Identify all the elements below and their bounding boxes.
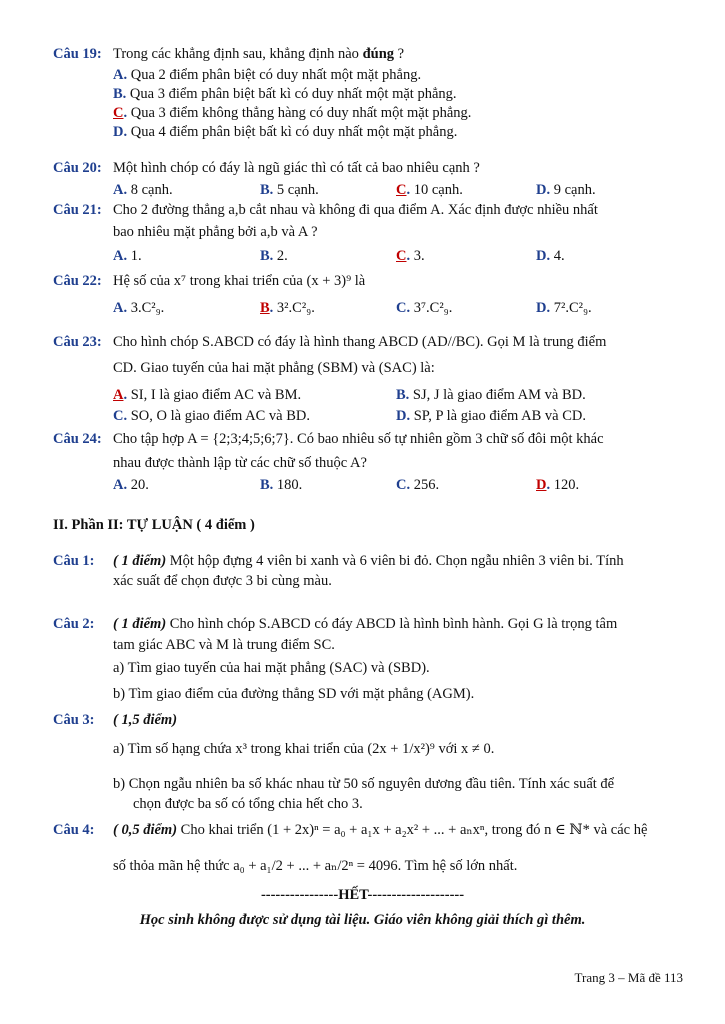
essay2-part-a: a) Tìm giao tuyến của hai mặt phẳng (SAC) và (SBD). — [113, 660, 430, 676]
part2-heading: II. Phần II: TỰ LUẬN ( 4 điểm ) — [53, 517, 255, 533]
q22-option-a: A. 3.C²₉. — [113, 300, 165, 316]
q24-option-d: D. 120. — [536, 477, 580, 493]
essay2-stem: Câu 2: ( 1 điểm) Cho hình chóp S.ABCD có đáy ABCD là hình bình hành. Gọi G là trọng tâm — [53, 616, 618, 632]
essay3-stem: Câu 3: ( 1,5 điểm) — [53, 712, 178, 728]
q23-stem-cont: CD. Giao tuyến của hai mặt phẳng (SBM) và (SAC) là: — [113, 360, 435, 376]
q22-option-d: D. 7².C²₉. — [536, 300, 592, 316]
exam-note: Học sinh không được sử dụng tài liệu. Giáo viên không giải thích gì thêm. — [139, 912, 586, 928]
q19-option-c: C. Qua 3 điểm không thẳng hàng có duy nhất một mặt phẳng. — [113, 105, 472, 121]
q20-option-a: A. 8 cạnh. — [113, 182, 173, 198]
q20-option-d: D. 9 cạnh. — [536, 182, 596, 198]
q19-option-d: D. Qua 4 điểm phân biệt bất kì có duy nhất một mặt phẳng. — [113, 124, 458, 140]
q22-stem: Câu 22: Hệ số của x⁷ trong khai triển của (x + 3)⁹ là — [53, 273, 366, 289]
q23-option-b: B. SJ, J là giao điểm AM và BD. — [396, 387, 586, 403]
q21-option-d: D. 4. — [536, 248, 565, 264]
essay2-part-b: b) Tìm giao điểm của đường thẳng SD với mặt phẳng (AGM). — [113, 686, 475, 702]
q21-stem-cont: bao nhiêu mặt phẳng bởi a,b và A ? — [113, 224, 318, 240]
essay2-stem-cont: tam giác ABC và M là trung điểm SC. — [113, 637, 335, 653]
q21-option-a: A. 1. — [113, 248, 142, 264]
q23-option-d: D. SP, P là giao điểm AB và CD. — [396, 408, 586, 424]
essay4-stem: Câu 4: ( 0,5 điểm) Cho khai triển (1 + 2x)ⁿ = a₀ + a₁x + a₂x² + ... + aₙxⁿ, trong đó n ∈ ℕ* và các hệ — [53, 822, 648, 838]
q23-stem: Câu 23: Cho hình chóp S.ABCD có đáy là hình thang ABCD (AD//BC). Gọi M là trung điểm — [53, 334, 607, 350]
q22-option-b: B. 3².C²₉. — [260, 300, 315, 316]
essay1-stem: Câu 1: ( 1 điểm) Một hộp đựng 4 viên bi xanh và 6 viên bi đỏ. Chọn ngẫu nhiên 3 viên bi. Tính — [53, 553, 624, 569]
end-marker: ----------------HẾT-------------------- — [260, 887, 465, 903]
essay1-stem-cont: xác suất để chọn được 3 bi cùng màu. — [113, 573, 332, 589]
q23-option-a: A. SI, I là giao điểm AC và BM. — [113, 387, 302, 403]
q19-option-b: B. Qua 3 điểm phân biệt bất kì có duy nhất một mặt phẳng. — [113, 86, 457, 102]
essay3-part-a: a) Tìm số hạng chứa x³ trong khai triển của (2x + 1/x²)⁹ với x ≠ 0. — [113, 741, 495, 757]
q21-option-c: C. 3. — [396, 248, 425, 264]
q21-stem: Câu 21: Cho 2 đường thẳng a,b cắt nhau và không đi qua điểm A. Xác định được nhiều nhất — [53, 202, 598, 218]
q20-option-b: B. 5 cạnh. — [260, 182, 319, 198]
essay3-part-b-cont: chọn được ba số có tổng chia hết cho 3. — [133, 796, 363, 812]
q24-stem: Câu 24: Cho tập hợp A = {2;3;4;5;6;7}. Có bao nhiêu số tự nhiên gồm 3 chữ số đôi một khác — [53, 431, 604, 447]
q22-option-c: C. 3⁷.C²₉. — [396, 300, 453, 316]
q24-option-c: C. 256. — [396, 477, 440, 493]
essay3-part-b: b) Chọn ngẫu nhiên ba số khác nhau từ 50 số nguyên dương đầu tiên. Tính xác suất để — [113, 776, 615, 792]
q19-stem: Câu 19: Trong các khẳng định sau, khẳng định nào đúng ? — [53, 46, 405, 62]
q20-option-c: C. 10 cạnh. — [396, 182, 463, 198]
q19-label: Câu 19: — [53, 46, 102, 62]
q24-option-b: B. 180. — [260, 477, 303, 493]
essay4-stem-cont: số thỏa mãn hệ thức a₀ + a₁/2 + ... + aₙ/2ⁿ = 4096. Tìm hệ số lớn nhất. — [113, 858, 518, 874]
q23-option-c: C. SO, O là giao điểm AC và BD. — [113, 408, 310, 424]
q24-option-a: A. 20. — [113, 477, 149, 493]
q19-option-a: A. Qua 2 điểm phân biệt có duy nhất một mặt phẳng. — [113, 67, 422, 83]
q24-stem-cont: nhau được thành lập từ các chữ số thuộc A? — [113, 455, 367, 471]
q20-stem: Câu 20: Một hình chóp có đáy là ngũ giác thì có tất cả bao nhiêu cạnh ? — [53, 160, 480, 176]
q21-option-b: B. 2. — [260, 248, 288, 264]
page-footer: Trang 3 – Mã đề 113 — [574, 970, 683, 985]
